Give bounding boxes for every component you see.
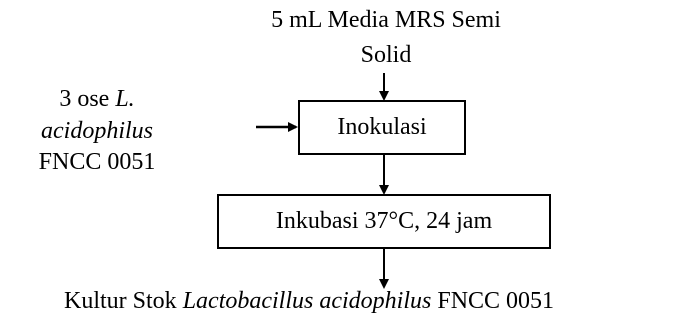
output-species: Lactobacillus acidophilus: [182, 288, 432, 314]
inkubasi-step-label: Inkubasi 37°C, 24 jam: [275, 208, 493, 234]
inoculum-species-line1: L.: [115, 86, 135, 112]
inkubasi-step-box: [217, 194, 551, 249]
inoculum-prefix: 3 ose: [59, 86, 116, 112]
inoculum-species-line2: acidophilus: [41, 118, 153, 144]
output-strain: FNCC 0051: [431, 288, 555, 314]
output-prefix: Kultur Stok: [64, 288, 183, 314]
input-media-line1: 5 mL Media MRS Semi: [271, 7, 501, 33]
inokulasi-step-label: Inokulasi: [337, 114, 427, 140]
inoculum-line1: [25, 84, 169, 114]
input-media-line2: Solid: [360, 42, 412, 68]
inoculum-strain: FNCC 0051: [38, 149, 156, 175]
output-label: [64, 286, 678, 316]
inokulasi-step-box: [298, 100, 466, 155]
